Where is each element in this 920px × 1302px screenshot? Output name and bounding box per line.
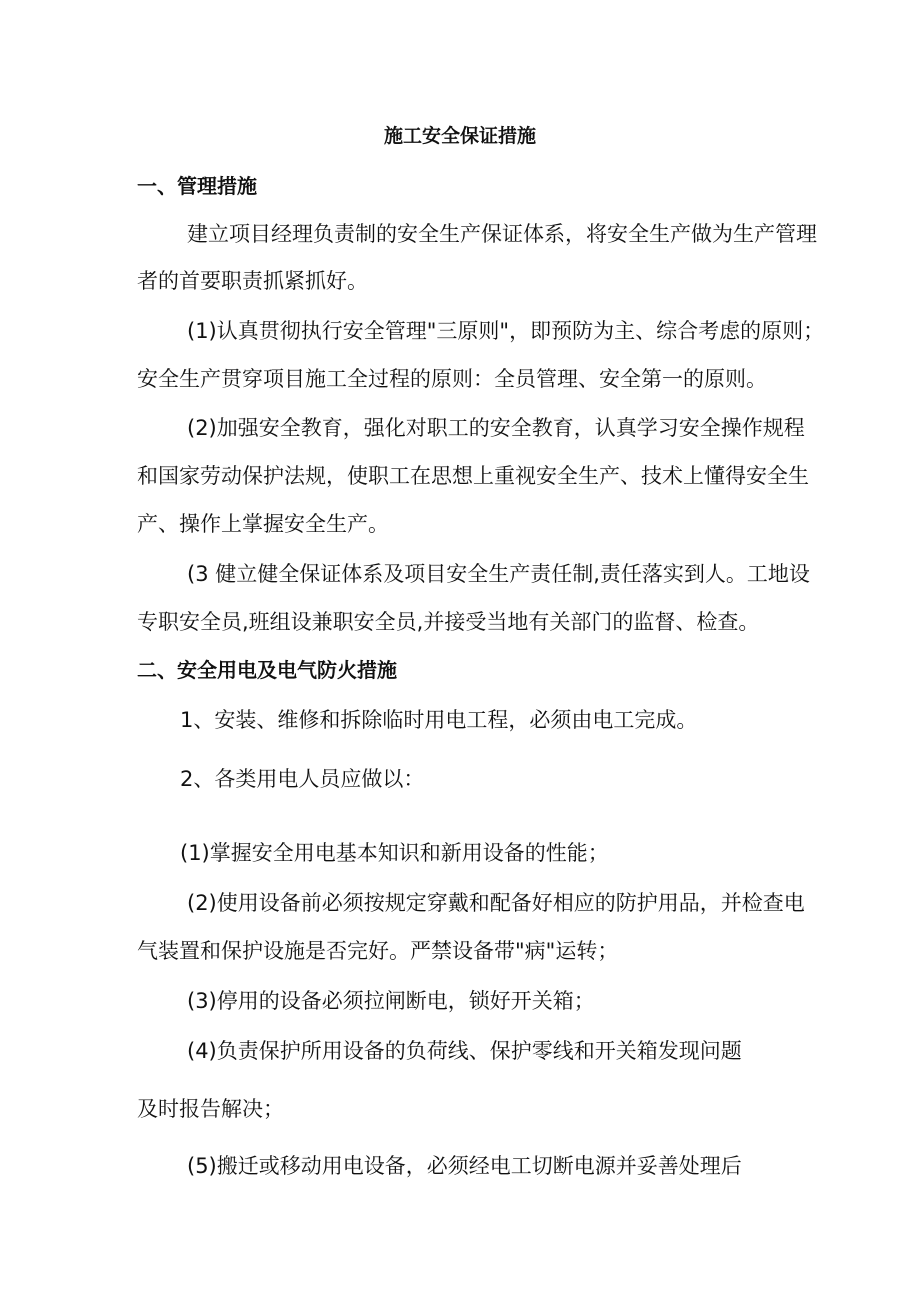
paragraph-line: (3 健立健全保证体系及项目安全生产责任制,责任落实到人。工地设 xyxy=(187,562,810,586)
paragraph-line: 产、操作上掌握安全生产。 xyxy=(137,512,389,536)
paragraph-line: 和国家劳动保护法规，使职工在思想上重视安全生产、技术上懂得安全生 xyxy=(137,464,809,488)
paragraph-line: (2)加强安全教育，强化对职工的安全教育，认真学习安全操作规程 xyxy=(187,416,805,440)
paragraph-line: 2、各类用电人员应做以： xyxy=(180,767,425,791)
paragraph-line: 1、安装、维修和拆除临时用电工程，必须由电工完成。 xyxy=(180,708,698,732)
paragraph-line: 气装置和保护设施是否完好。严禁设备带"病"运转； xyxy=(137,939,619,963)
paragraph-line: 及时报告解决； xyxy=(137,1097,284,1121)
paragraph-line: 建立项目经理负责制的安全生产保证体系，将安全生产做为生产管理 xyxy=(187,222,817,246)
paragraph-line: 专职安全员,班组设兼职安全员,并接受当地有关部门的监督、检查。 xyxy=(137,610,760,634)
paragraph-line: (5)搬迁或移动用电设备，必须经电工切断电源并妥善处理后 xyxy=(187,1154,742,1178)
paragraph-line: (1)掌握安全用电基本知识和新用设备的性能； xyxy=(180,841,609,865)
paragraph-line: (3)停用的设备必须拉闸断电，锁好开关箱； xyxy=(187,989,595,1013)
paragraph-line: 者的首要职责抓紧抓好。 xyxy=(137,269,368,293)
paragraph-line: (4)负责保护所用设备的负荷线、保护零线和开关箱发现问题 xyxy=(187,1039,742,1063)
paragraph-line: 安全生产贯穿项目施工全过程的原则：全员管理、安全第一的原则。 xyxy=(137,367,767,391)
paragraph-line: (2)使用设备前必须按规定穿戴和配备好相应的防护用品，并检查电 xyxy=(187,891,805,915)
section-heading-electrical: 二、安全用电及电气防火措施 xyxy=(137,658,397,682)
document-title: 施工安全保证措施 xyxy=(383,125,536,147)
section-heading-management: 一、管理措施 xyxy=(137,174,257,198)
paragraph-line: (1)认真贯彻执行安全管理"三原则"，即预防为主、综合考虑的原则； xyxy=(187,319,825,343)
